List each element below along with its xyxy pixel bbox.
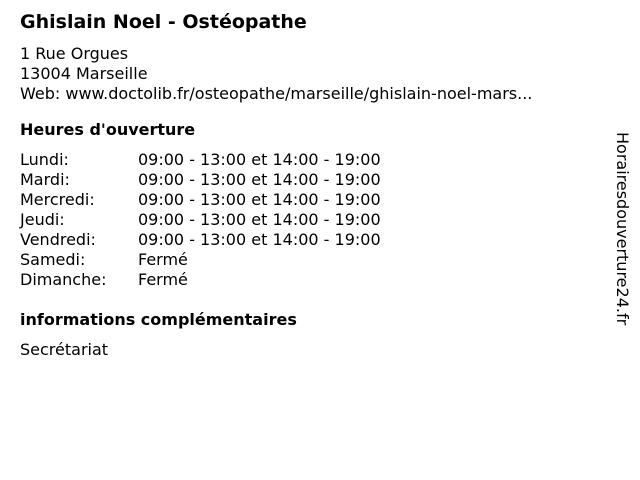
- business-name: Ghislain Noel - Ostéopathe: [20, 11, 307, 33]
- time-value: 09:00 - 13:00 et 14:00 - 19:00: [138, 190, 381, 209]
- additional-info-value: Secrétariat: [20, 340, 109, 359]
- street-address: 1 Rue Orgues: [20, 44, 129, 63]
- site-watermark[interactable]: Horairesdouverture24.fr: [613, 132, 632, 326]
- business-card: [20, 10, 600, 360]
- time-value: 09:00 - 13:00 et 14:00 - 19:00: [138, 170, 381, 189]
- day-label: Dimanche:: [20, 270, 107, 289]
- time-value: Fermé: [138, 250, 188, 269]
- time-value: Fermé: [138, 270, 188, 289]
- hours-row-wednesday: [20, 190, 600, 210]
- opening-hours-heading: Heures d'ouverture: [20, 120, 196, 139]
- hours-row-saturday: [20, 250, 600, 270]
- additional-info-heading: informations complémentaires: [20, 310, 297, 329]
- opening-hours-table: [20, 150, 600, 290]
- time-value: 09:00 - 13:00 et 14:00 - 19:00: [138, 150, 381, 169]
- day-label: Mercredi:: [20, 190, 95, 209]
- hours-row-tuesday: [20, 170, 600, 190]
- address-block: [20, 44, 600, 104]
- time-value: 09:00 - 13:00 et 14:00 - 19:00: [138, 230, 381, 249]
- hours-row-sunday: [20, 270, 600, 290]
- time-value: 09:00 - 13:00 et 14:00 - 19:00: [138, 210, 381, 229]
- day-label: Samedi:: [20, 250, 86, 269]
- day-label: Vendredi:: [20, 230, 96, 249]
- day-label: Lundi:: [20, 150, 69, 169]
- day-label: Jeudi:: [20, 210, 65, 229]
- city-address: 13004 Marseille: [20, 64, 148, 83]
- website-link[interactable]: Web: www.doctolib.fr/osteopathe/marseille/ghislain-noel-mars...: [20, 84, 533, 103]
- hours-row-thursday: [20, 210, 600, 230]
- hours-row-monday: [20, 150, 600, 170]
- day-label: Mardi:: [20, 170, 70, 189]
- hours-row-friday: [20, 230, 600, 250]
